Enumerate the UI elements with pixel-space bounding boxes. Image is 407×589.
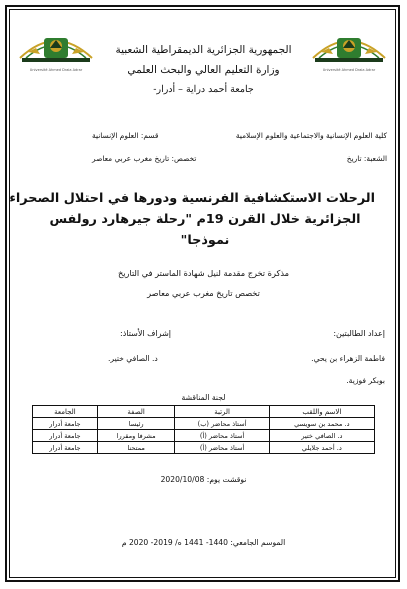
- branch-name: الشعبة: تاريخ: [346, 154, 387, 163]
- thesis-title-line2: الجزائرية خلال القرن 19م "رحلة جيرهارد رولفس: [49, 212, 361, 227]
- jury-title: لجنة المناقشة: [181, 393, 226, 402]
- jury-member-university: جامعة أدرار: [33, 418, 98, 430]
- logo-caption-left: Université Ahmed Draia Adrar: [29, 68, 83, 72]
- jury-member-rank: أستاذ محاضر (ب): [175, 418, 269, 430]
- jury-col-role: الصفة: [97, 406, 175, 418]
- jury-table: [32, 405, 375, 454]
- students-label: إعداد الطالبتين:: [333, 329, 385, 338]
- jury-member-name: د. الصافي ختير: [269, 430, 374, 442]
- discussion-date: نوقشت يوم: 2020/10/08: [160, 475, 247, 484]
- jury-member-role: مشرفا ومقررا: [97, 430, 175, 442]
- student-name-2: بوبكر فوزية.: [346, 376, 385, 385]
- department-name: قسم: العلوم الإنسانية: [92, 131, 159, 140]
- table-row: [33, 430, 375, 442]
- jury-member-rank: أستاذ محاضر (أ): [175, 430, 269, 442]
- table-row: [33, 418, 375, 430]
- university-heading: جامعة أحمد دراية – أدرار-: [153, 84, 254, 95]
- jury-member-name: د. أحمد جلايلي: [269, 442, 374, 454]
- jury-member-role: رئيسا: [97, 418, 175, 430]
- logo-caption-right: Université Ahmed Draia Adrar: [322, 68, 376, 72]
- academic-year: الموسم الجامعي: 1440- 1441 ه/ 2019- 2020 م: [121, 538, 286, 547]
- jury-member-role: ممتحنا: [97, 442, 175, 454]
- faculty-name: كلية العلوم الإنسانية والاجتماعية والعلوم الإسلامية: [235, 131, 387, 140]
- thesis-title: [9, 188, 375, 251]
- jury-member-name: د. محمد بن سويسي: [269, 418, 374, 430]
- memo-specialty: تخصص تاريخ مغرب عربي معاصر: [147, 288, 260, 298]
- jury-col-university: الجامعة: [33, 406, 98, 418]
- jury-col-rank: الرتبة: [175, 406, 269, 418]
- jury-member-university: جامعة أدرار: [33, 430, 98, 442]
- student-name-1: فاطمة الزهراء بن يحي.: [311, 354, 385, 363]
- jury-header-row: [33, 406, 375, 418]
- republic-heading: الجمهورية الجزائرية الديمقراطية الشعبية: [115, 44, 292, 56]
- thesis-title-line1: الرحلات الاستكشافية الفرنسية ودورها في احتلال الصحراء: [9, 191, 375, 206]
- ministry-heading: وزارة التعليم العالي والبحث العلمي: [127, 64, 280, 76]
- supervisor-label: إشراف الأستاذ:: [120, 329, 171, 338]
- thesis-title-line3: نموذجا": [180, 233, 230, 248]
- jury-member-rank: أستاذ محاضر (أ): [175, 442, 269, 454]
- specialty-name: تخصص: تاريخ مغرب عربي معاصر: [92, 154, 197, 163]
- table-row: [33, 442, 375, 454]
- supervisor-name: د. الصافي ختير.: [108, 354, 158, 363]
- jury-col-name: الاسم واللقب: [269, 406, 374, 418]
- jury-member-university: جامعة أدرار: [33, 442, 98, 454]
- memo-description: مذكرة تخرج مقدمة لنيل شهادة الماستر في التاريخ: [117, 268, 290, 278]
